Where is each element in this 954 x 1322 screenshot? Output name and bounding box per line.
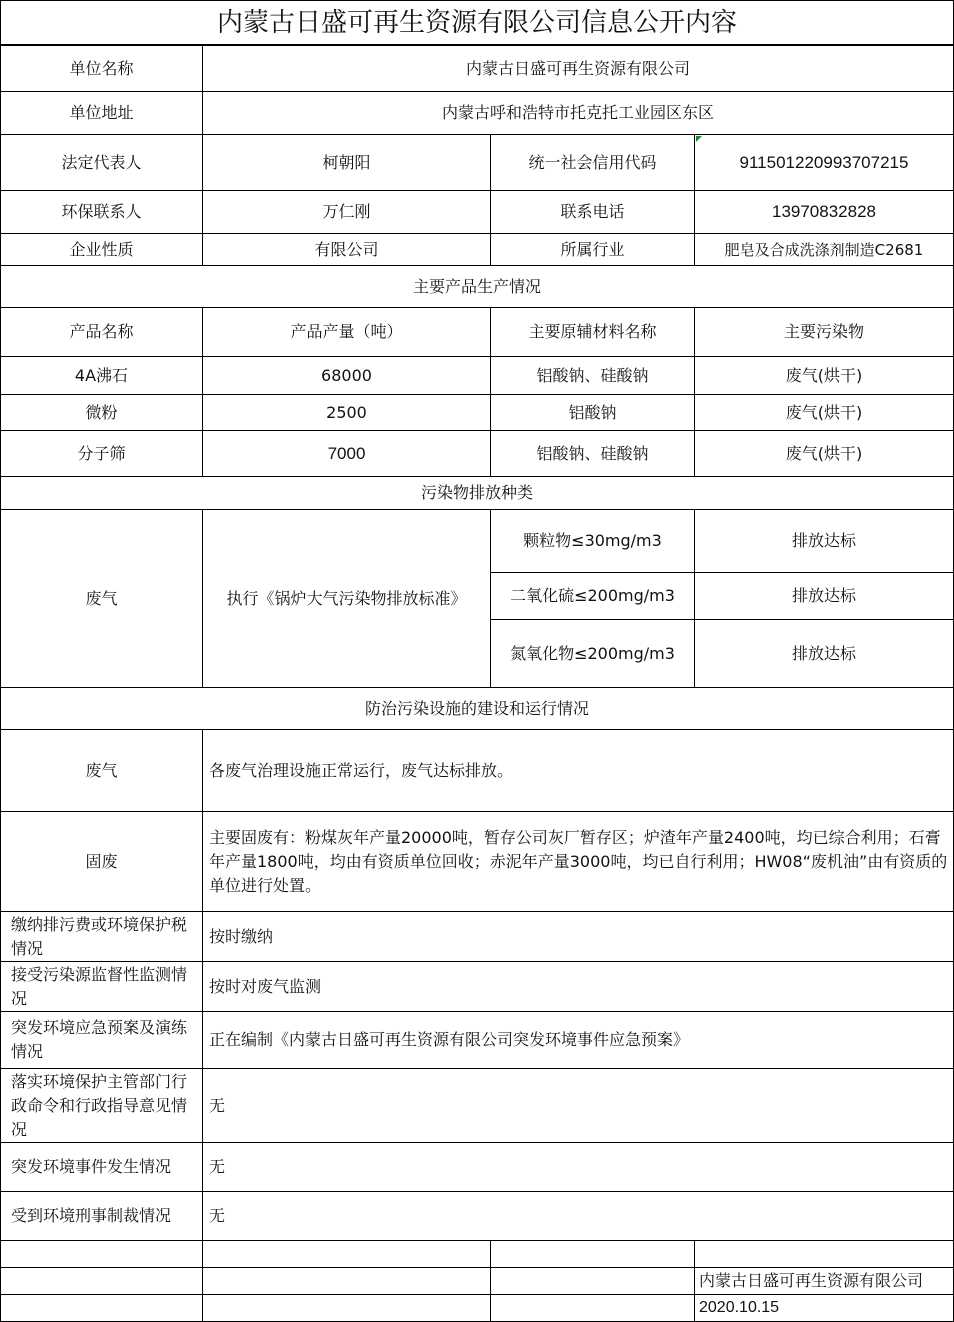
nature-value: 有限公司 <box>203 234 491 266</box>
emissions-section-title: 污染物排放种类 <box>0 477 954 510</box>
facility-value: 正在编制《内蒙古日盛可再生资源有限公司突发环境事件应急预案》 <box>203 1012 954 1069</box>
page-title: 内蒙古日盛可再生资源有限公司信息公开内容 <box>0 0 954 46</box>
facility-label: 受到环境刑事制裁情况 <box>0 1192 203 1241</box>
industry-label: 所属行业 <box>491 234 695 266</box>
product-name: 微粉 <box>0 395 203 431</box>
emission-status: 排放达标 <box>695 620 954 688</box>
facility-label: 废气 <box>0 730 203 812</box>
nature-label: 企业性质 <box>0 234 203 266</box>
empty-cell <box>0 1268 203 1295</box>
production-header-pollutant: 主要污染物 <box>695 308 954 357</box>
product-output: 7000 <box>203 431 491 477</box>
emission-standard: 执行《锅炉大气污染物排放标准》 <box>203 510 491 688</box>
facility-value: 主要固废有：粉煤灰年产量20000吨，暂存公司灰厂暂存区；炉渣年产量2400吨，均已综合利用；石膏年产量1800吨，均由有资质单位回收；赤泥年产量3000吨，均已自行利用；HW08“废机油”由有资质的单位进行处置。 <box>203 812 954 912</box>
footer-date: 2020.10.15 <box>695 1295 954 1322</box>
facility-value: 按时对废气监测 <box>203 962 954 1012</box>
facility-label: 接受污染源监督性监测情况 <box>0 962 203 1012</box>
emission-limit: 二氧化硫≤200mg/m3 <box>491 573 695 620</box>
facility-value: 按时缴纳 <box>203 912 954 962</box>
footer-company: 内蒙古日盛可再生资源有限公司 <box>695 1268 954 1295</box>
product-pollutant: 废气(烘干) <box>695 431 954 477</box>
emission-limit: 颗粒物≤30mg/m3 <box>491 510 695 573</box>
phone-label: 联系电话 <box>491 191 695 234</box>
product-pollutant: 废气(烘干) <box>695 357 954 395</box>
production-header-output: 产品产量（吨） <box>203 308 491 357</box>
facility-label: 固废 <box>0 812 203 912</box>
product-materials: 铝酸钠、硅酸钠 <box>491 431 695 477</box>
facility-label: 缴纳排污费或环境保护税情况 <box>0 912 203 962</box>
credit-code-label: 统一社会信用代码 <box>491 135 695 191</box>
facility-label: 突发环境事件发生情况 <box>0 1143 203 1192</box>
empty-cell <box>491 1268 695 1295</box>
product-output: 68000 <box>203 357 491 395</box>
legal-rep-label: 法定代表人 <box>0 135 203 191</box>
product-materials: 铝酸钠、硅酸钠 <box>491 357 695 395</box>
production-header-materials: 主要原辅材料名称 <box>491 308 695 357</box>
empty-cell <box>0 1295 203 1322</box>
emission-status: 排放达标 <box>695 573 954 620</box>
empty-cell <box>0 1241 203 1268</box>
legal-rep-value: 柯朝阳 <box>203 135 491 191</box>
empty-cell <box>491 1241 695 1268</box>
facility-label: 落实环境保护主管部门行政命令和行政指导意见情况 <box>0 1069 203 1143</box>
facility-label: 突发环境应急预案及演练情况 <box>0 1012 203 1069</box>
product-name: 4A沸石 <box>0 357 203 395</box>
facility-value: 无 <box>203 1192 954 1241</box>
facility-value: 各废气治理设施正常运行，废气达标排放。 <box>203 730 954 812</box>
product-materials: 铝酸钠 <box>491 395 695 431</box>
empty-cell <box>203 1295 491 1322</box>
emission-limit: 氮氧化物≤200mg/m3 <box>491 620 695 688</box>
env-contact-label: 环保联系人 <box>0 191 203 234</box>
credit-code-value: 911501220993707215 <box>695 135 954 191</box>
product-pollutant: 废气(烘干) <box>695 395 954 431</box>
empty-cell <box>203 1268 491 1295</box>
product-name: 分子筛 <box>0 431 203 477</box>
cell-marker <box>696 136 702 142</box>
production-section-title: 主要产品生产情况 <box>0 266 954 308</box>
facilities-section-title: 防治污染设施的建设和运行情况 <box>0 688 954 730</box>
emission-status: 排放达标 <box>695 510 954 573</box>
unit-name-value: 内蒙古日盛可再生资源有限公司 <box>203 46 954 92</box>
product-output: 2500 <box>203 395 491 431</box>
emission-category: 废气 <box>0 510 203 688</box>
production-header-name: 产品名称 <box>0 308 203 357</box>
facility-value: 无 <box>203 1069 954 1143</box>
phone-value: 13970832828 <box>695 191 954 234</box>
industry-value: 肥皂及合成洗涤剂制造C2681 <box>695 234 954 266</box>
unit-name-label: 单位名称 <box>0 46 203 92</box>
empty-cell <box>491 1295 695 1322</box>
address-value: 内蒙古呼和浩特市托克托工业园区东区 <box>203 92 954 135</box>
empty-cell <box>695 1241 954 1268</box>
address-label: 单位地址 <box>0 92 203 135</box>
empty-cell <box>203 1241 491 1268</box>
facility-value: 无 <box>203 1143 954 1192</box>
env-contact-value: 万仁刚 <box>203 191 491 234</box>
